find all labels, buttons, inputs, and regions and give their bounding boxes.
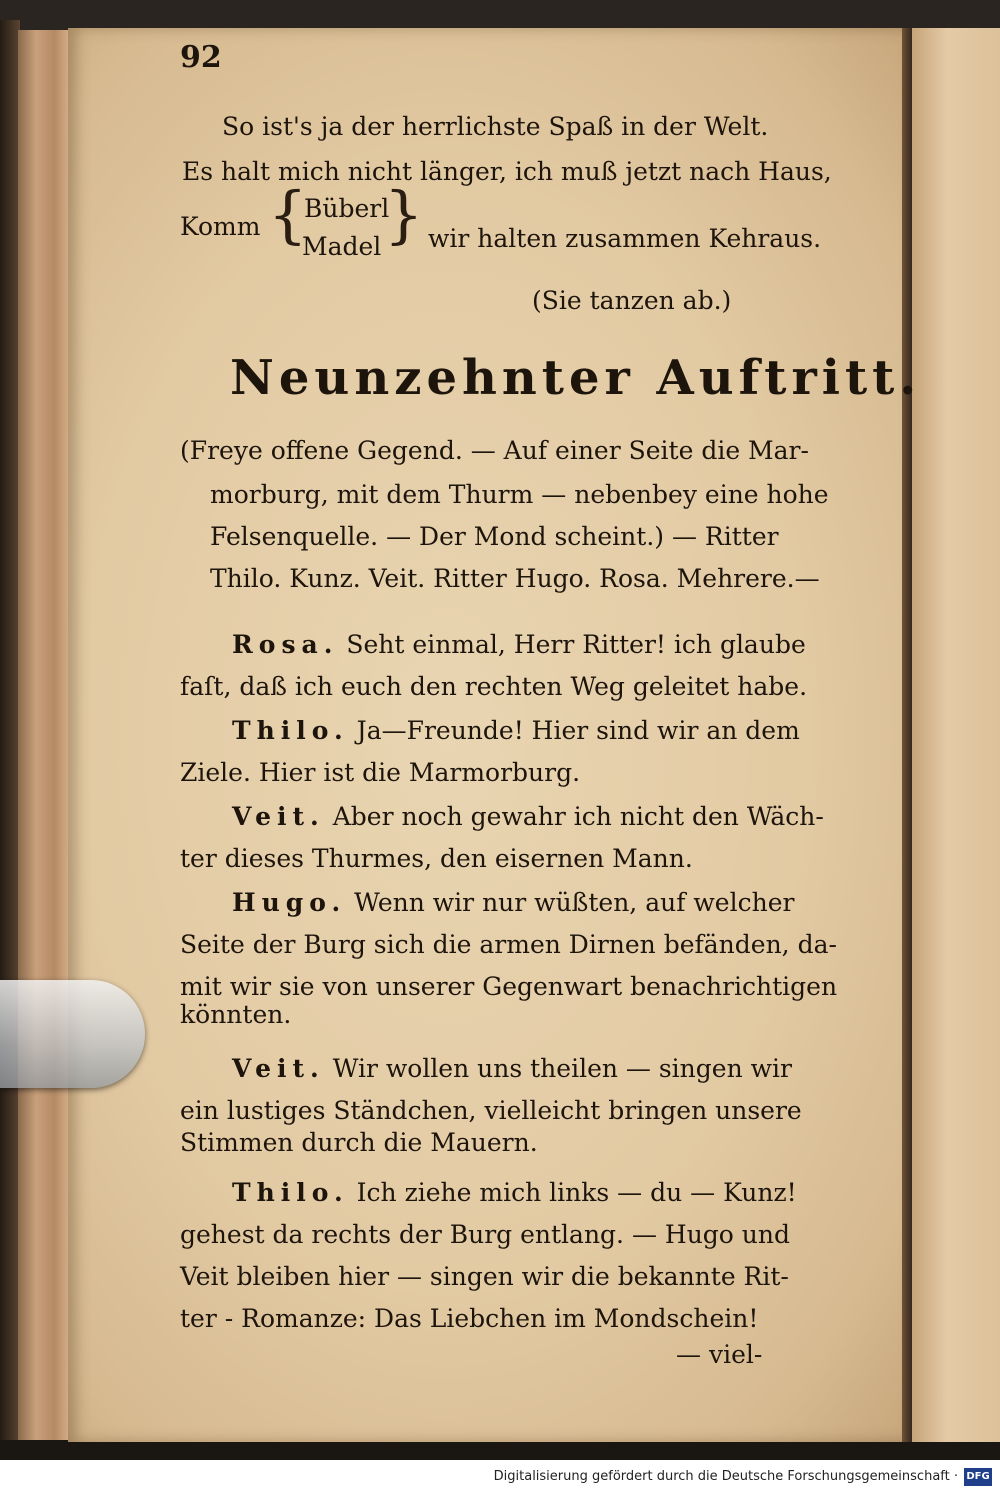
scan-background: [0, 0, 1000, 30]
dialogue-line: ter dieses Thurmes, den eisernen Mann.: [180, 844, 693, 873]
dialogue-text: Ja—Freunde! Hier sind wir an dem: [356, 716, 800, 745]
dialogue-text: Seht einmal, Herr Ritter! ich glaube: [346, 630, 806, 659]
digitization-footer: [0, 1460, 1000, 1496]
dialogue-line: Veit bleiben hier — singen wir die bekannte Rit-: [180, 1262, 789, 1291]
dialogue-line: Seite der Burg sich die armen Dirnen befänden, da-: [180, 930, 837, 959]
catchword: — viel-: [676, 1340, 763, 1369]
scene-description: Felsenquelle. — Der Mond scheint.) — Ritter: [210, 522, 779, 551]
dialogue-first-line: [232, 1178, 797, 1207]
speaker-name: Thilo.: [232, 1178, 349, 1207]
verse-line: Es halt mich nicht länger, ich muß jetzt nach Haus,: [182, 157, 832, 186]
dialogue-text: Wenn wir nur wüßten, auf welcher: [354, 888, 795, 917]
right-brace-icon: }: [384, 178, 424, 251]
scene-description: morburg, mit dem Thurm — nebenbey eine hohe: [210, 480, 829, 509]
dialogue-text: Ich ziehe mich links — du — Kunz!: [356, 1178, 797, 1207]
speaker-name: Rosa.: [232, 630, 339, 659]
speaker-name: Veit.: [232, 1054, 325, 1083]
verse-komm: Komm: [180, 212, 261, 241]
dfg-logo-icon: DFG: [964, 1468, 992, 1486]
dialogue-line: Ziele. Hier ist die Marmorburg.: [180, 758, 581, 787]
verse-line: So ist's ja der herrlichste Spaß in der Welt.: [222, 112, 769, 141]
dialogue-line: faſt, daß ich euch den rechten Weg geleitet habe.: [180, 672, 808, 701]
verse-alternative: Büberl: [304, 194, 390, 223]
speaker-name: Thilo.: [232, 716, 349, 745]
stage-direction: (Sie tanzen ab.): [532, 286, 732, 315]
dialogue-first-line: [232, 716, 800, 745]
page-number: 92: [180, 40, 222, 75]
left-brace-icon: {: [268, 178, 308, 251]
scene-description: (Freye offene Gegend. — Auf einer Seite die Mar-: [180, 436, 809, 465]
dialogue-line: mit wir sie von unserer Gegenwart benachrichtigen: [180, 972, 838, 1001]
adjacent-page-fragment: [912, 28, 1000, 1442]
dialogue-line: ein lustiges Ständchen, vielleicht bringen unsere: [180, 1096, 802, 1125]
dialogue-first-line: [232, 888, 794, 917]
dialogue-line: Stimmen durch die Mauern.: [180, 1128, 538, 1157]
dialogue-first-line: [232, 1054, 792, 1083]
dialogue-line: ter - Romanze: Das Liebchen im Mondschein!: [180, 1304, 759, 1333]
speaker-name: Veit.: [232, 802, 325, 831]
dialogue-line: könnten.: [180, 1000, 292, 1029]
dialogue-first-line: [232, 802, 824, 831]
verse-alternative: Madel: [302, 232, 382, 261]
footer-credit: Digitalisierung gefördert durch die Deutsche Forschungsgemeinschaft ·: [493, 1469, 958, 1484]
verse-line: wir halten zusammen Kehraus.: [428, 224, 822, 253]
dialogue-line: gehest da rechts der Burg entlang. — Hugo und: [180, 1220, 791, 1249]
speaker-name: Hugo.: [232, 888, 347, 917]
dialogue-text: Aber noch gewahr ich nicht den Wäch-: [332, 802, 824, 831]
page-stack-edge: [18, 30, 70, 1440]
glass-clip: [0, 980, 145, 1088]
scene-heading: Neunzehnter Auftritt.: [230, 350, 922, 406]
scene-description: Thilo. Kunz. Veit. Ritter Hugo. Rosa. Mehrere.—: [210, 564, 820, 593]
dialogue-first-line: [232, 630, 806, 659]
dialogue-text: Wir wollen uns theilen — singen wir: [332, 1054, 792, 1083]
book-cover-edge: [0, 20, 20, 1440]
